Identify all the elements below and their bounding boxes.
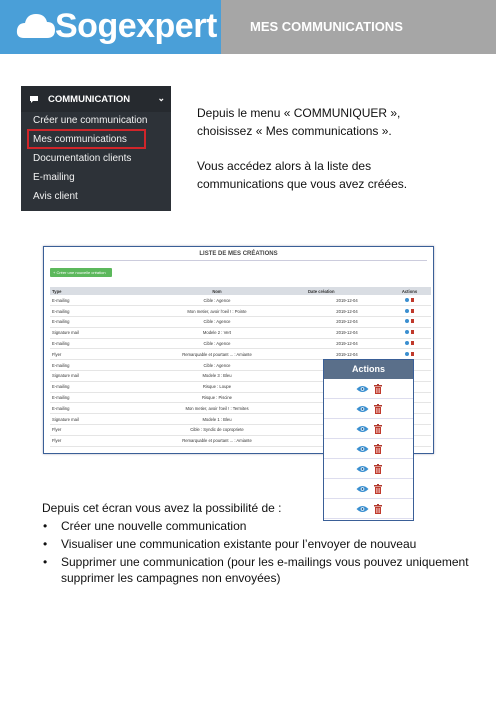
view-icon[interactable] xyxy=(405,352,409,356)
eye-icon[interactable] xyxy=(356,485,369,493)
intro-line-1: Depuis le menu « COMMUNIQUER », xyxy=(197,106,401,120)
table-row xyxy=(50,295,431,306)
view-icon[interactable] xyxy=(405,309,409,313)
new-creation-button[interactable]: + Créer une nouvelle création xyxy=(50,268,112,277)
actions-zoom xyxy=(323,359,414,521)
cell-actions xyxy=(386,327,431,338)
list-item: • Visualiser une communication existante pour l’envoyer de nouveau xyxy=(43,537,417,551)
cell-type: E-mailing xyxy=(50,403,126,414)
trash-icon[interactable] xyxy=(374,424,382,434)
menu-item-create[interactable]: Créer une communication xyxy=(33,115,148,126)
list-item: • Créer une nouvelle communication xyxy=(43,519,247,533)
action-row xyxy=(324,419,413,439)
cell-type: E-mailing xyxy=(50,295,126,306)
trash-icon[interactable] xyxy=(374,484,382,494)
menu-item-emailing[interactable]: E-mailing xyxy=(33,172,75,183)
cell-date: 2019-12-04 xyxy=(306,317,386,328)
cell-date: 2019-12-04 xyxy=(306,306,386,317)
cell-type: E-mailing xyxy=(50,392,126,403)
cell-type: Flyer xyxy=(50,435,126,446)
view-icon[interactable] xyxy=(405,298,409,302)
cell-name: Risque : Loupe xyxy=(126,381,306,392)
menu-item-my-communications[interactable]: Mes communications xyxy=(33,134,127,145)
trash-icon[interactable] xyxy=(374,464,382,474)
page-title: MES COMMUNICATIONS xyxy=(221,0,496,54)
delete-icon[interactable] xyxy=(411,330,414,334)
list-title: LISTE DE MES CRÉATIONS xyxy=(199,251,278,257)
eye-icon[interactable] xyxy=(356,425,369,433)
trash-icon[interactable] xyxy=(374,404,382,414)
features-intro: Depuis cet écran vous avez la possibilité de : xyxy=(42,501,282,515)
speech-bubble-icon xyxy=(29,94,39,104)
view-icon[interactable] xyxy=(405,319,409,323)
communication-menu xyxy=(21,86,171,211)
cell-date: 2019-12-04 xyxy=(306,349,386,360)
col-actions: Actions xyxy=(386,287,431,295)
delete-icon[interactable] xyxy=(411,298,414,302)
view-icon[interactable] xyxy=(405,341,409,345)
action-row xyxy=(324,459,413,479)
eye-icon[interactable] xyxy=(356,405,369,413)
col-date: Date création xyxy=(306,287,386,295)
cloud-logo-icon xyxy=(14,8,58,46)
logo-text: Sogexpert xyxy=(55,7,217,45)
intro-line-3: Vous accédez alors à la liste des xyxy=(197,159,372,173)
cell-name: Mon metier, avoir l'oeil ! : Termites xyxy=(126,403,306,414)
view-icon[interactable] xyxy=(405,330,409,334)
eye-icon[interactable] xyxy=(356,385,369,393)
cell-actions xyxy=(386,306,431,317)
table-row xyxy=(50,327,431,338)
cell-name: Remarquable et pourtant ... : Amiante xyxy=(126,435,306,446)
cell-type: E-mailing xyxy=(50,317,126,328)
cell-actions xyxy=(386,317,431,328)
action-row xyxy=(324,379,413,399)
delete-icon[interactable] xyxy=(411,319,414,323)
cell-name: Modele 2 : Vert xyxy=(126,327,306,338)
chevron-down-icon: ⌄ xyxy=(157,93,165,103)
highlight-box xyxy=(27,129,146,149)
page-header xyxy=(0,0,496,54)
intro-line-4: communications que vous avez créées. xyxy=(197,177,408,191)
cell-date: 2019-12-04 xyxy=(306,338,386,349)
delete-icon[interactable] xyxy=(411,341,414,345)
cell-name: Cible : Syndic de copropriete xyxy=(126,425,306,436)
delete-icon[interactable] xyxy=(411,309,414,313)
cell-type: Signature mail xyxy=(50,327,126,338)
menu-heading-label: COMMUNICATION xyxy=(48,93,131,105)
eye-icon[interactable] xyxy=(356,465,369,473)
cell-type: E-mailing xyxy=(50,360,126,371)
trash-icon[interactable] xyxy=(374,384,382,394)
cell-name: Cible : Agence xyxy=(126,295,306,306)
logo xyxy=(0,0,221,54)
trash-icon[interactable] xyxy=(374,444,382,454)
cell-type: E-mailing xyxy=(50,338,126,349)
cell-date: 2019-12-04 xyxy=(306,295,386,306)
cell-type: Flyer xyxy=(50,425,126,436)
cell-name: Risque : Piscine xyxy=(126,392,306,403)
cell-name: Cible : Agence xyxy=(126,360,306,371)
cell-name: Remarquable et pourtant ... : Amiante xyxy=(126,349,306,360)
cell-name: Modele 1 : Bleu xyxy=(126,414,306,425)
table-row xyxy=(50,317,431,328)
menu-item-client-review[interactable]: Avis client xyxy=(33,191,78,202)
col-name: Nom xyxy=(126,287,306,295)
cell-type: Signature mail xyxy=(50,371,126,382)
cell-name: Modele 3 : Bleu xyxy=(126,371,306,382)
cell-actions xyxy=(386,295,431,306)
list-item: • Supprimer une communication (pour les e-mailings vous pouvez uniquement supprimer les campagnes non envoyées) xyxy=(43,555,469,585)
divider xyxy=(50,260,427,261)
cell-type: Flyer xyxy=(50,349,126,360)
cell-date: 2019-12-04 xyxy=(306,327,386,338)
menu-item-documentation[interactable]: Documentation clients xyxy=(33,153,132,164)
cell-name: Cible : Agence xyxy=(126,338,306,349)
table-row xyxy=(50,306,431,317)
menu-heading[interactable] xyxy=(21,86,171,112)
cell-name: Cible : Agence xyxy=(126,317,306,328)
cell-actions xyxy=(386,338,431,349)
action-row xyxy=(324,399,413,419)
table-row xyxy=(50,338,431,349)
action-row xyxy=(324,439,413,459)
cell-name: Mon metier, avoir l'oeil ! : Pointe xyxy=(126,306,306,317)
action-row xyxy=(324,479,413,499)
intro-line-2: choisissez « Mes communications ». xyxy=(197,124,392,138)
actions-heading: Actions xyxy=(324,360,413,379)
cell-type: E-mailing xyxy=(50,381,126,392)
cell-type: E-mailing xyxy=(50,306,126,317)
features-list xyxy=(42,500,472,588)
col-type: Type xyxy=(50,287,126,295)
cell-type: Signature mail xyxy=(50,414,126,425)
eye-icon[interactable] xyxy=(356,445,369,453)
delete-icon[interactable] xyxy=(411,352,414,356)
